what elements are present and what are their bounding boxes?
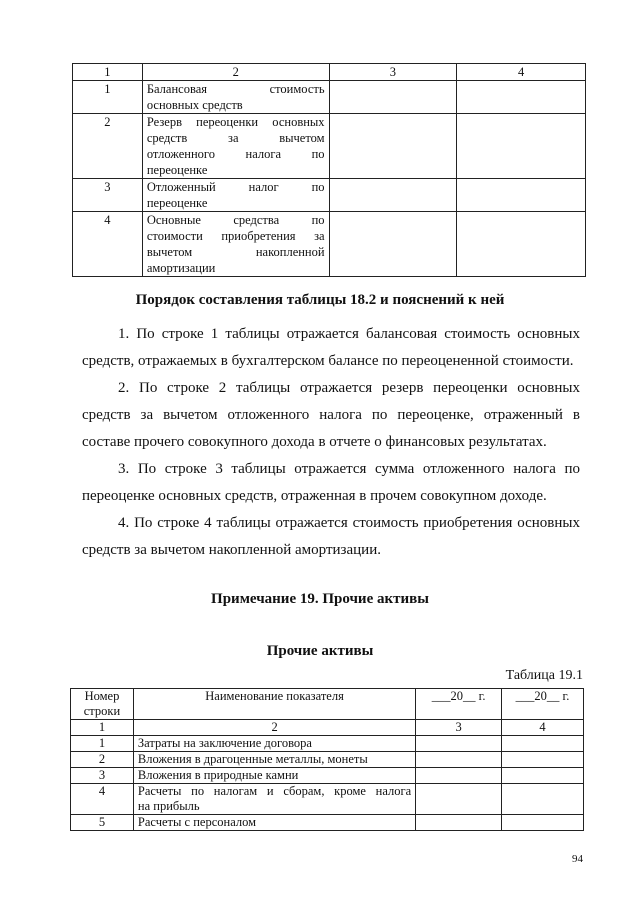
- section-heading: Порядок составления таблицы 18.2 и пояснений к ней: [135, 292, 505, 308]
- label-line: Отложенный налог по: [146, 180, 325, 194]
- paragraph: 2. По строке 2 таблицы отражается резерв переоценки основных средств за вычетом отложенного налога по переоценке, отраженный в составе прочего совокупного дохода в отчете о финансовых результатах.: [82, 380, 580, 450]
- label-line: отложенного налога по: [146, 147, 325, 161]
- label-line: основных средств: [146, 98, 243, 112]
- label-line: Резерв переоценки основных: [146, 115, 325, 129]
- table-row: [73, 81, 586, 114]
- value-cell: [502, 815, 584, 831]
- value-cell: [502, 768, 584, 784]
- paragraph: 4. По строке 4 таблицы отражается стоимость приобретения основных средств за вычетом накопленной амортизации.: [82, 515, 580, 558]
- label-line: Балансовая стоимость: [146, 82, 325, 96]
- row-label: [142, 81, 329, 114]
- label-line: переоценке: [146, 163, 208, 177]
- paragraph: 1. По строке 1 таблицы отражается балансовая стоимость основных средств, отражаемых в бухгалтерском балансе по переоцененной стоимости.: [82, 326, 580, 369]
- label-line: амортизации: [146, 261, 216, 275]
- row-number: 3: [71, 768, 134, 784]
- table-row: [71, 784, 584, 815]
- label-line: переоценке: [146, 196, 208, 210]
- value-cell: [416, 784, 502, 815]
- value-cell: [416, 768, 502, 784]
- row-number: 2: [71, 752, 134, 768]
- row-label: [142, 212, 329, 277]
- value-cell: [502, 784, 584, 815]
- header-cell-number: Номер строки: [71, 689, 134, 720]
- row-number: 4: [71, 784, 134, 815]
- note-heading: Примечание 19. Прочие активы: [211, 591, 429, 607]
- table-header-row: [73, 64, 586, 81]
- label-line: стоимости приобретения за: [146, 229, 325, 243]
- row-label: [142, 114, 329, 179]
- label-line: на прибыль: [137, 799, 200, 813]
- header-cell-name: Наименование показателя: [133, 689, 415, 720]
- row-number: 1: [73, 81, 143, 114]
- table-18-2: [72, 63, 586, 277]
- value-cell: [457, 212, 586, 277]
- row-number: 3: [73, 179, 143, 212]
- numbering-cell: 4: [502, 720, 584, 736]
- header-cell: 4: [457, 64, 586, 81]
- paragraph: 3. По строке 3 таблицы отражается сумма отложенного налога по переоценке основных средств, отраженная в прочем совокупном доходе.: [82, 461, 580, 504]
- numbering-cell: 1: [71, 720, 134, 736]
- value-cell: [502, 752, 584, 768]
- header-cell-year: ___20__ г.: [416, 689, 502, 720]
- value-cell: [457, 114, 586, 179]
- value-cell: [329, 81, 457, 114]
- table-row: [71, 815, 584, 831]
- header-cell-year: ___20__ г.: [502, 689, 584, 720]
- page-number: 94: [572, 853, 583, 865]
- table-19-1: [70, 688, 584, 831]
- value-cell: [329, 114, 457, 179]
- value-cell: [329, 179, 457, 212]
- table-header-row: [71, 689, 584, 720]
- label-line: Расчеты по налогам и сборам, кроме налога: [137, 784, 412, 798]
- header-cell: 1: [73, 64, 143, 81]
- table-title: Прочие активы: [266, 643, 374, 659]
- value-cell: [329, 212, 457, 277]
- table-number: Таблица 19.1: [505, 668, 583, 683]
- row-label: Расчеты с персоналом: [133, 815, 415, 831]
- table-row: [73, 114, 586, 179]
- value-cell: [457, 81, 586, 114]
- row-number: 4: [73, 212, 143, 277]
- value-cell: [416, 815, 502, 831]
- row-number: 1: [71, 736, 134, 752]
- header-cell: 3: [329, 64, 457, 81]
- row-number: 2: [73, 114, 143, 179]
- label-line: вычетом накопленной: [146, 245, 325, 259]
- table-row: [71, 752, 584, 768]
- row-label: Вложения в драгоценные металлы, монеты: [133, 752, 415, 768]
- header-cell: 2: [142, 64, 329, 81]
- value-cell: [502, 736, 584, 752]
- row-label: Затраты на заключение договора: [133, 736, 415, 752]
- table-row: [73, 179, 586, 212]
- table-row: [73, 212, 586, 277]
- table-row: [71, 768, 584, 784]
- numbering-cell: 3: [416, 720, 502, 736]
- numbering-row: [71, 720, 584, 736]
- value-cell: [416, 752, 502, 768]
- value-cell: [416, 736, 502, 752]
- row-label: Вложения в природные камни: [133, 768, 415, 784]
- table-row: [71, 736, 584, 752]
- value-cell: [457, 179, 586, 212]
- numbering-cell: 2: [133, 720, 415, 736]
- row-number: 5: [71, 815, 134, 831]
- label-line: Основные средства по: [146, 213, 325, 227]
- label-line: средств за вычетом: [146, 131, 325, 145]
- row-label: [142, 179, 329, 212]
- row-label: [133, 784, 415, 815]
